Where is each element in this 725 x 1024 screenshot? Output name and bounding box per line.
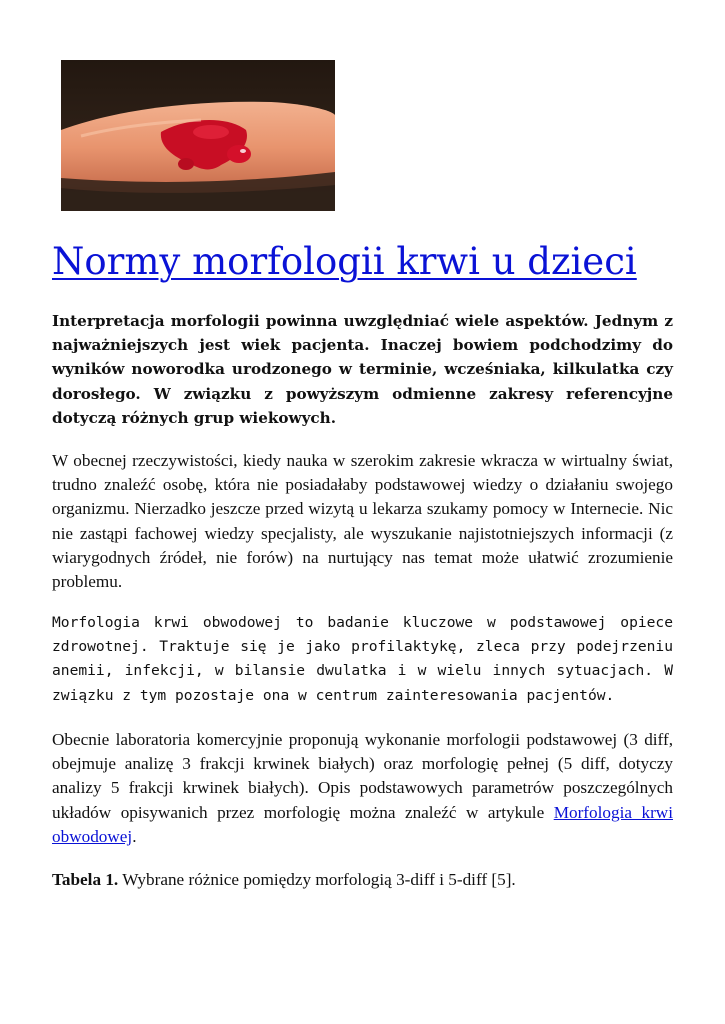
finger-blood-photo-icon	[61, 60, 335, 211]
article-paragraph-2: Morfologia krwi obwodowej to badanie kluczowe w podstawowej opiece zdrowotnej. Traktuje się je jako profilaktykę, zleca przy podejrzeniu anemii, infekcji, w bilansie dwulatka i w wielu innych sytuacjach. W związku z tym pozostaje ona w centrum zainteresowania pacjentów.	[52, 614, 673, 704]
page-title	[52, 240, 692, 284]
article-paragraph-3-text: Obecnie laboratoria komercyjnie proponują wykonanie morfologii podstawowej (3 diff, obejmuje analizę 3 frakcji krwinek białych) oraz morfologię pełnej (5 diff, dotyczy analizy 5 frakcji krwinek białych). Opis podstawowych parametrów poszczególnych układów opisywanich przez morfologię można znaleźć w artykule	[52, 730, 673, 822]
article-lead: Interpretacja morfologii powinna uwzględniać wiele aspektów. Jednym z najważniejszych jest wiek pacjenta. Inaczej bowiem podchodzimy do wyników noworodka urodzonego w terminie, wcześniaka, kilkulatka czy dorosłego. W związku z powyższym odmienne zakresy referencyjne dotyczą różnych grup wiekowych.	[52, 312, 673, 427]
article-paragraph-3	[52, 728, 673, 849]
article-paragraph-1: W obecnej rzeczywistości, kiedy nauka w szerokim zakresie wkracza w wirtualny świat, trudno znaleźć osobę, która nie posiadałaby podstawowej wiedzy o działaniu swojego organizmu. Nierzadko jeszcze przed wizytą u lekarza szukamy pomocy w Internecie. Nic nie zastąpi fachowej wiedzy specjalisty, ale wyszukanie najistotniejszych informacji (z wiarygodnych źródeł, nie forów) na nurtujący nas temat może ułatwić zrozumienie problemu.	[52, 451, 673, 592]
table-caption	[52, 868, 673, 892]
article-photo	[61, 60, 335, 211]
table-caption-label: Tabela 1.	[52, 870, 119, 889]
morfologia-article-link[interactable]: Morfologia krwi obwodowej	[52, 802, 673, 846]
page-title-link[interactable]: Normy morfologii krwi u dzieci	[52, 240, 637, 283]
article-paragraph-3-end: .	[132, 826, 137, 846]
table-caption-text: Wybrane różnice pomiędzy morfologią 3-diff i 5-diff [5].	[118, 870, 516, 889]
